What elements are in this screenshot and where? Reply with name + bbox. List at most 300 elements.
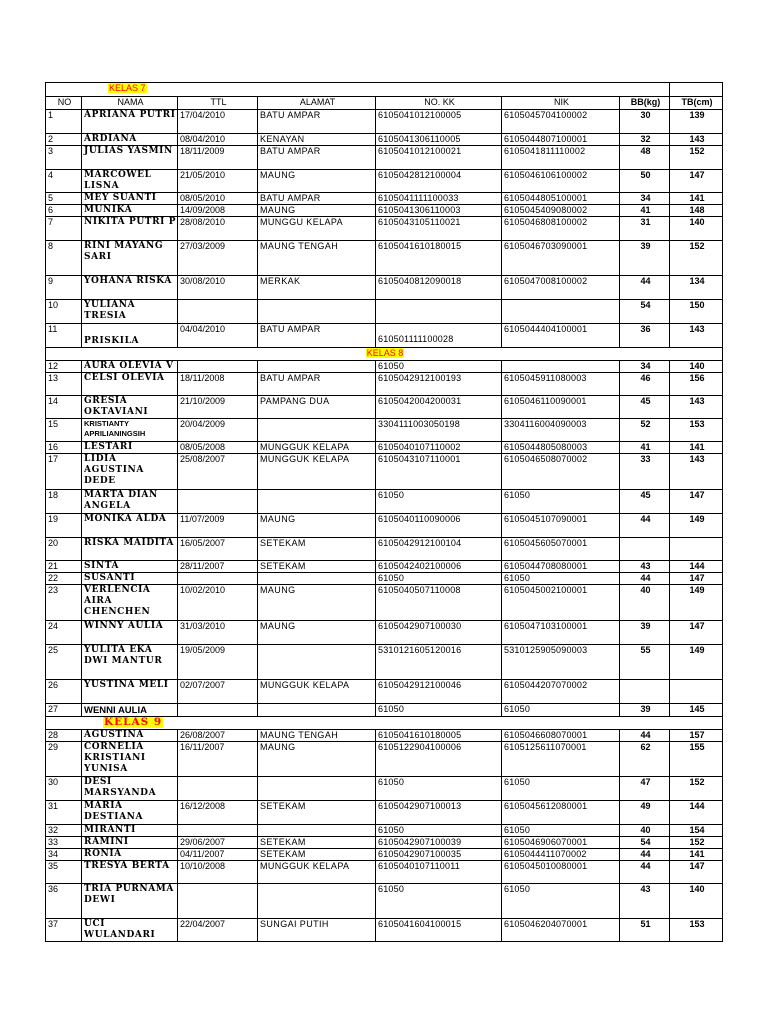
cell-ttl bbox=[178, 573, 258, 585]
cell-tb: 152 bbox=[670, 241, 723, 276]
cell-no: 2 bbox=[46, 134, 82, 146]
cell-nik: 6105045704100002 bbox=[502, 110, 620, 134]
cell-no-kk: 61050 bbox=[376, 777, 502, 801]
cell-nik: 6105046906070001 bbox=[502, 837, 620, 849]
cell-ttl: 20/04/2009 bbox=[178, 419, 258, 442]
table-row bbox=[46, 396, 723, 419]
cell-nama: RAMINI bbox=[82, 837, 178, 849]
cell-nama: TRESYA BERTA bbox=[82, 861, 178, 884]
cell-no-kk: 6105041610180015 bbox=[376, 241, 502, 276]
cell-tb: 147 bbox=[670, 170, 723, 193]
cell-nama: MARTA DIAN ANGELA bbox=[82, 490, 178, 514]
cell-no-kk: 6105042912100046 bbox=[376, 680, 502, 704]
cell-ttl bbox=[178, 825, 258, 837]
cell-bb: 44 bbox=[620, 849, 670, 861]
cell-nik: 6105044404100001 bbox=[502, 324, 620, 348]
cell-tb: 147 bbox=[670, 573, 723, 585]
cell-nik: 6105045409080002 bbox=[502, 205, 620, 217]
table-row bbox=[46, 324, 723, 348]
cell-bb: 44 bbox=[620, 276, 670, 300]
cell-bb: 39 bbox=[620, 704, 670, 717]
cell-no-kk: 6105042907100013 bbox=[376, 801, 502, 825]
cell-nama: SINTA bbox=[82, 561, 178, 573]
cell-no-kk bbox=[376, 300, 502, 324]
header-bb: BB(kg) bbox=[620, 97, 670, 110]
section-cell bbox=[46, 717, 723, 730]
cell-alamat bbox=[258, 704, 376, 717]
cell-no-kk: 6105122904100006 bbox=[376, 742, 502, 777]
cell-ttl bbox=[178, 361, 258, 373]
cell-tb: 155 bbox=[670, 742, 723, 777]
cell-nik: 6105046808100002 bbox=[502, 217, 620, 241]
cell-tb: 149 bbox=[670, 514, 723, 538]
cell-no-kk: 6105042912100104 bbox=[376, 538, 502, 561]
cell-no: 7 bbox=[46, 217, 82, 241]
cell-bb: 46 bbox=[620, 373, 670, 396]
cell-nik: 6105044805100001 bbox=[502, 193, 620, 205]
cell-nama: RISKA MAIDITA bbox=[82, 538, 178, 561]
cell-no: 10 bbox=[46, 300, 82, 324]
section-row-kelas8 bbox=[46, 348, 723, 361]
cell-nik: 61050 bbox=[502, 884, 620, 919]
cell-nik: 6105046703090001 bbox=[502, 241, 620, 276]
cell-ttl: 08/05/2008 bbox=[178, 442, 258, 454]
table-row bbox=[46, 884, 723, 919]
cell-bb: 45 bbox=[620, 396, 670, 419]
cell-no-kk: 5310121605120016 bbox=[376, 645, 502, 680]
cell-bb: 49 bbox=[620, 801, 670, 825]
cell-alamat: BATU AMPAR bbox=[258, 110, 376, 134]
table-row bbox=[46, 849, 723, 861]
table-row bbox=[46, 300, 723, 324]
cell-no: 25 bbox=[46, 645, 82, 680]
cell-ttl: 02/07/2007 bbox=[178, 680, 258, 704]
cell-alamat: MUNGGU KELAPA bbox=[258, 217, 376, 241]
cell-no-kk: 6105040507110008 bbox=[376, 585, 502, 621]
cell-nama: YOHANA RISKA bbox=[82, 276, 178, 300]
section-label-kelas8: KELAS 8 bbox=[366, 348, 404, 358]
cell-alamat: MERKAK bbox=[258, 276, 376, 300]
cell-no-kk: 6105040107110011 bbox=[376, 861, 502, 884]
cell-no: 14 bbox=[46, 396, 82, 419]
cell-no-kk: 6105042402100006 bbox=[376, 561, 502, 573]
cell-nik bbox=[502, 300, 620, 324]
cell-nik: 61050 bbox=[502, 825, 620, 837]
section-label-kelas7: KELAS 7 bbox=[109, 83, 146, 93]
cell-tb: 150 bbox=[670, 300, 723, 324]
cell-ttl bbox=[178, 777, 258, 801]
cell-no: 8 bbox=[46, 241, 82, 276]
table-row bbox=[46, 134, 723, 146]
cell-nik: 6105047103100001 bbox=[502, 621, 620, 645]
cell-no-kk: 6105040110090006 bbox=[376, 514, 502, 538]
table-row bbox=[46, 621, 723, 645]
cell-bb: 41 bbox=[620, 442, 670, 454]
cell-nik: 61050 bbox=[502, 573, 620, 585]
cell-alamat bbox=[258, 419, 376, 442]
table-row bbox=[46, 730, 723, 742]
cell-no: 9 bbox=[46, 276, 82, 300]
cell-alamat bbox=[258, 825, 376, 837]
cell-nik: 6105044807100001 bbox=[502, 134, 620, 146]
cell-nama: ARDIANA bbox=[82, 134, 178, 146]
cell-nik: 6105046608070001 bbox=[502, 730, 620, 742]
table-row bbox=[46, 217, 723, 241]
cell-nik bbox=[502, 361, 620, 373]
cell-no: 32 bbox=[46, 825, 82, 837]
cell-tb: 156 bbox=[670, 373, 723, 396]
table-row bbox=[46, 146, 723, 170]
cell-no: 22 bbox=[46, 573, 82, 585]
table-row bbox=[46, 170, 723, 193]
cell-no-kk: 6105040107110002 bbox=[376, 442, 502, 454]
cell-tb: 140 bbox=[670, 884, 723, 919]
cell-bb: 47 bbox=[620, 777, 670, 801]
cell-nik: 6105045605070001 bbox=[502, 538, 620, 561]
cell-tb: 153 bbox=[670, 919, 723, 942]
cell-bb: 34 bbox=[620, 193, 670, 205]
cell-alamat bbox=[258, 777, 376, 801]
cell-nik: 6105047008100002 bbox=[502, 276, 620, 300]
cell-alamat: MAUNG bbox=[258, 205, 376, 217]
cell-alamat: MUNGGUK KELAPA bbox=[258, 861, 376, 884]
header-nik: NIK bbox=[502, 97, 620, 110]
cell-no-kk: 6105040812090018 bbox=[376, 276, 502, 300]
cell-tb: 134 bbox=[670, 276, 723, 300]
cell-alamat: BATU AMPAR bbox=[258, 146, 376, 170]
cell-bb: 51 bbox=[620, 919, 670, 942]
cell-no: 11 bbox=[46, 324, 82, 348]
cell-ttl bbox=[178, 300, 258, 324]
cell-nama: MARIA DESTIANA bbox=[82, 801, 178, 825]
cell-nik: 6105045010080001 bbox=[502, 861, 620, 884]
cell-tb: 147 bbox=[670, 621, 723, 645]
cell-bb: 43 bbox=[620, 561, 670, 573]
cell-tb bbox=[670, 538, 723, 561]
table-row bbox=[46, 777, 723, 801]
cell-ttl: 26/08/2007 bbox=[178, 730, 258, 742]
cell-no-kk: 61050 bbox=[376, 825, 502, 837]
cell-nik: 6105044805080003 bbox=[502, 442, 620, 454]
cell-nik: 6105046106100002 bbox=[502, 170, 620, 193]
cell-no-kk: 61050 bbox=[376, 490, 502, 514]
cell-nik: 6105044708080001 bbox=[502, 561, 620, 573]
cell-alamat: SETEKAM bbox=[258, 801, 376, 825]
cell-nama: YULIANA TRESIA bbox=[82, 300, 178, 324]
cell-alamat: MAUNG bbox=[258, 585, 376, 621]
cell-no: 4 bbox=[46, 170, 82, 193]
table-row bbox=[46, 704, 723, 717]
cell-ttl: 17/04/2010 bbox=[178, 110, 258, 134]
cell-tb: 141 bbox=[670, 849, 723, 861]
empty-cell bbox=[670, 83, 723, 97]
cell-alamat bbox=[258, 645, 376, 680]
cell-alamat: MAUNG TENGAH bbox=[258, 730, 376, 742]
cell-bb: 48 bbox=[620, 146, 670, 170]
cell-nik: 6105046508070002 bbox=[502, 454, 620, 490]
cell-no: 3 bbox=[46, 146, 82, 170]
cell-no: 13 bbox=[46, 373, 82, 396]
cell-alamat: PAMPANG DUA bbox=[258, 396, 376, 419]
cell-nik: 6105044207070002 bbox=[502, 680, 620, 704]
cell-nik: 61050 bbox=[502, 704, 620, 717]
cell-bb: 39 bbox=[620, 621, 670, 645]
cell-nama: AURA OLEVIA V bbox=[82, 361, 178, 373]
cell-alamat bbox=[258, 884, 376, 919]
table-row bbox=[46, 573, 723, 585]
cell-no: 15 bbox=[46, 419, 82, 442]
cell-ttl: 29/06/2007 bbox=[178, 837, 258, 849]
table-row bbox=[46, 419, 723, 442]
cell-nik: 6105045107090001 bbox=[502, 514, 620, 538]
cell-no: 18 bbox=[46, 490, 82, 514]
cell-no-kk: 61050 bbox=[376, 573, 502, 585]
cell-nama: UCI WULANDARI bbox=[82, 919, 178, 942]
table-row bbox=[46, 801, 723, 825]
table-row bbox=[46, 742, 723, 777]
cell-bb: 54 bbox=[620, 837, 670, 849]
cell-nama: TRIA PURNAMA DEWI bbox=[82, 884, 178, 919]
cell-tb: 154 bbox=[670, 825, 723, 837]
cell-nama: CORNELIA KRISTIANI YUNISA bbox=[82, 742, 178, 777]
cell-bb bbox=[620, 538, 670, 561]
cell-alamat: MAUNG bbox=[258, 742, 376, 777]
cell-nik: 6105125611070001 bbox=[502, 742, 620, 777]
cell-bb: 45 bbox=[620, 490, 670, 514]
cell-ttl: 22/04/2007 bbox=[178, 919, 258, 942]
cell-ttl: 27/03/2009 bbox=[178, 241, 258, 276]
cell-bb: 39 bbox=[620, 241, 670, 276]
cell-no: 26 bbox=[46, 680, 82, 704]
table-row bbox=[46, 490, 723, 514]
cell-bb: 41 bbox=[620, 205, 670, 217]
cell-alamat: MAUNG bbox=[258, 170, 376, 193]
cell-ttl: 16/12/2008 bbox=[178, 801, 258, 825]
cell-no-kk: 61050 bbox=[376, 884, 502, 919]
cell-no: 36 bbox=[46, 884, 82, 919]
cell-bb: 40 bbox=[620, 585, 670, 621]
cell-nik: 6105046204070001 bbox=[502, 919, 620, 942]
cell-bb: 44 bbox=[620, 730, 670, 742]
cell-no: 28 bbox=[46, 730, 82, 742]
cell-alamat bbox=[258, 573, 376, 585]
cell-no-kk: 6105041604100015 bbox=[376, 919, 502, 942]
cell-bb: 44 bbox=[620, 573, 670, 585]
cell-tb: 140 bbox=[670, 361, 723, 373]
cell-no-kk: 6105042812100004 bbox=[376, 170, 502, 193]
cell-alamat: SETEKAM bbox=[258, 849, 376, 861]
cell-nik: 6105045911080003 bbox=[502, 373, 620, 396]
cell-ttl: 21/05/2010 bbox=[178, 170, 258, 193]
table-row bbox=[46, 861, 723, 884]
cell-no: 31 bbox=[46, 801, 82, 825]
cell-tb: 144 bbox=[670, 801, 723, 825]
cell-nama: SUSANTI bbox=[82, 573, 178, 585]
cell-no-kk: 6105041610180005 bbox=[376, 730, 502, 742]
cell-ttl: 18/11/2008 bbox=[178, 373, 258, 396]
table-row bbox=[46, 205, 723, 217]
cell-ttl bbox=[178, 490, 258, 514]
cell-bb: 31 bbox=[620, 217, 670, 241]
cell-nik: 6105045002100001 bbox=[502, 585, 620, 621]
cell-tb: 152 bbox=[670, 777, 723, 801]
cell-ttl: 08/05/2010 bbox=[178, 193, 258, 205]
cell-nik: 3304116004090003 bbox=[502, 419, 620, 442]
header-no: NO bbox=[46, 97, 82, 110]
header-no-kk: NO. KK bbox=[376, 97, 502, 110]
cell-ttl: 04/11/2007 bbox=[178, 849, 258, 861]
cell-tb bbox=[670, 680, 723, 704]
cell-ttl bbox=[178, 704, 258, 717]
cell-alamat: SUNGAI PUTIH bbox=[258, 919, 376, 942]
cell-tb: 149 bbox=[670, 585, 723, 621]
cell-nama: YULITA EKA DWI MANTUR bbox=[82, 645, 178, 680]
cell-no: 6 bbox=[46, 205, 82, 217]
cell-alamat: MUNGGUK KELAPA bbox=[258, 442, 376, 454]
cell-tb: 143 bbox=[670, 396, 723, 419]
cell-bb: 50 bbox=[620, 170, 670, 193]
cell-ttl: 18/11/2009 bbox=[178, 146, 258, 170]
cell-bb: 52 bbox=[620, 419, 670, 442]
cell-nama: NIKITA PUTRI P bbox=[82, 217, 178, 241]
cell-no: 30 bbox=[46, 777, 82, 801]
cell-nama: MIRANTI bbox=[82, 825, 178, 837]
cell-no-kk: 6105043105110021 bbox=[376, 217, 502, 241]
cell-nama: KRISTIANTY APRILIANINGSIH bbox=[82, 419, 178, 442]
cell-nama: JULIAS YASMIN bbox=[82, 146, 178, 170]
cell-ttl: 28/11/2007 bbox=[178, 561, 258, 573]
cell-alamat: KENAYAN bbox=[258, 134, 376, 146]
cell-ttl: 30/08/2010 bbox=[178, 276, 258, 300]
cell-bb: 43 bbox=[620, 884, 670, 919]
cell-alamat: MUNGGUK KELAPA bbox=[258, 454, 376, 490]
cell-nama: MARCOWEL LISNA bbox=[82, 170, 178, 193]
cell-alamat: SETEKAM bbox=[258, 561, 376, 573]
section-row-kelas9 bbox=[46, 717, 723, 730]
cell-nama: DESI MARSYANDA bbox=[82, 777, 178, 801]
cell-nama: WENNI AULIA bbox=[82, 704, 178, 717]
cell-nik: 5310125905090003 bbox=[502, 645, 620, 680]
cell-ttl: 11/07/2009 bbox=[178, 514, 258, 538]
table-row bbox=[46, 361, 723, 373]
header-row bbox=[46, 97, 723, 110]
cell-no-kk: 6105042912100193 bbox=[376, 373, 502, 396]
cell-nama: RINI MAYANG SARI bbox=[82, 241, 178, 276]
table-row bbox=[46, 241, 723, 276]
cell-no-kk: 6105041012100005 bbox=[376, 110, 502, 134]
cell-bb: 62 bbox=[620, 742, 670, 777]
cell-nama: MUNIKA bbox=[82, 205, 178, 217]
table-row bbox=[46, 454, 723, 490]
cell-tb: 143 bbox=[670, 324, 723, 348]
cell-alamat: BATU AMPAR bbox=[258, 324, 376, 348]
cell-ttl: 28/08/2010 bbox=[178, 217, 258, 241]
table-row bbox=[46, 585, 723, 621]
table-row bbox=[46, 193, 723, 205]
cell-bb: 54 bbox=[620, 300, 670, 324]
cell-alamat: MAUNG TENGAH bbox=[258, 241, 376, 276]
cell-bb: 33 bbox=[620, 454, 670, 490]
cell-bb: 44 bbox=[620, 861, 670, 884]
cell-no-kk: 6105042004200031 bbox=[376, 396, 502, 419]
cell-bb: 44 bbox=[620, 514, 670, 538]
cell-no-kk: 61050 bbox=[376, 361, 502, 373]
table-row bbox=[46, 538, 723, 561]
header-ttl: TTL bbox=[178, 97, 258, 110]
cell-nama: LESTARI bbox=[82, 442, 178, 454]
cell-no: 29 bbox=[46, 742, 82, 777]
header-alamat: ALAMAT bbox=[258, 97, 376, 110]
cell-alamat bbox=[258, 361, 376, 373]
cell-bb: 55 bbox=[620, 645, 670, 680]
cell-no: 24 bbox=[46, 621, 82, 645]
cell-nama: PRISKILA bbox=[82, 324, 178, 348]
cell-tb: 139 bbox=[670, 110, 723, 134]
table-row bbox=[46, 680, 723, 704]
cell-tb: 152 bbox=[670, 146, 723, 170]
table-row bbox=[46, 825, 723, 837]
cell-tb: 141 bbox=[670, 442, 723, 454]
student-data-table bbox=[45, 82, 723, 942]
cell-nama: YUSTINA MELI bbox=[82, 680, 178, 704]
cell-ttl: 16/11/2007 bbox=[178, 742, 258, 777]
cell-nama: WINNY AULIA bbox=[82, 621, 178, 645]
cell-no-kk: 6105042907100030 bbox=[376, 621, 502, 645]
cell-no-kk: 6105041111100033 bbox=[376, 193, 502, 205]
cell-tb: 143 bbox=[670, 454, 723, 490]
cell-alamat: BATU AMPAR bbox=[258, 193, 376, 205]
cell-no: 33 bbox=[46, 837, 82, 849]
cell-nama: MONIKA ALDA bbox=[82, 514, 178, 538]
cell-alamat: BATU AMPAR bbox=[258, 373, 376, 396]
cell-tb: 141 bbox=[670, 193, 723, 205]
cell-ttl bbox=[178, 884, 258, 919]
cell-no: 17 bbox=[46, 454, 82, 490]
cell-no: 35 bbox=[46, 861, 82, 884]
cell-nik: 6105045612080001 bbox=[502, 801, 620, 825]
cell-tb: 145 bbox=[670, 704, 723, 717]
cell-alamat: MAUNG bbox=[258, 514, 376, 538]
cell-nama: RONIA bbox=[82, 849, 178, 861]
cell-alamat bbox=[258, 490, 376, 514]
cell-no-kk: 6105041306110003 bbox=[376, 205, 502, 217]
cell-nama: AGUSTINA bbox=[82, 730, 178, 742]
cell-nik: 6105046110090001 bbox=[502, 396, 620, 419]
header-tb: TB(cm) bbox=[670, 97, 723, 110]
cell-no: 23 bbox=[46, 585, 82, 621]
cell-tb: 157 bbox=[670, 730, 723, 742]
cell-no-kk bbox=[376, 324, 502, 348]
cell-alamat: MUNGGUK KELAPA bbox=[258, 680, 376, 704]
cell-nik: 61050 bbox=[502, 777, 620, 801]
cell-no-kk-value: 610501111100028 bbox=[378, 334, 454, 344]
cell-tb: 152 bbox=[670, 837, 723, 849]
cell-nama: APRIANA PUTRI bbox=[82, 110, 178, 134]
cell-no: 19 bbox=[46, 514, 82, 538]
cell-nama: LIDIA AGUSTINA DEDE bbox=[82, 454, 178, 490]
cell-nik: 61050 bbox=[502, 490, 620, 514]
section-row-kelas7 bbox=[46, 83, 723, 97]
cell-ttl: 21/10/2009 bbox=[178, 396, 258, 419]
cell-ttl: 08/04/2010 bbox=[178, 134, 258, 146]
table-row bbox=[46, 442, 723, 454]
cell-tb: 153 bbox=[670, 419, 723, 442]
section-cell bbox=[46, 83, 670, 97]
cell-tb: 144 bbox=[670, 561, 723, 573]
cell-no: 16 bbox=[46, 442, 82, 454]
cell-bb: 30 bbox=[620, 110, 670, 134]
cell-nama: MEY SUANTI bbox=[82, 193, 178, 205]
